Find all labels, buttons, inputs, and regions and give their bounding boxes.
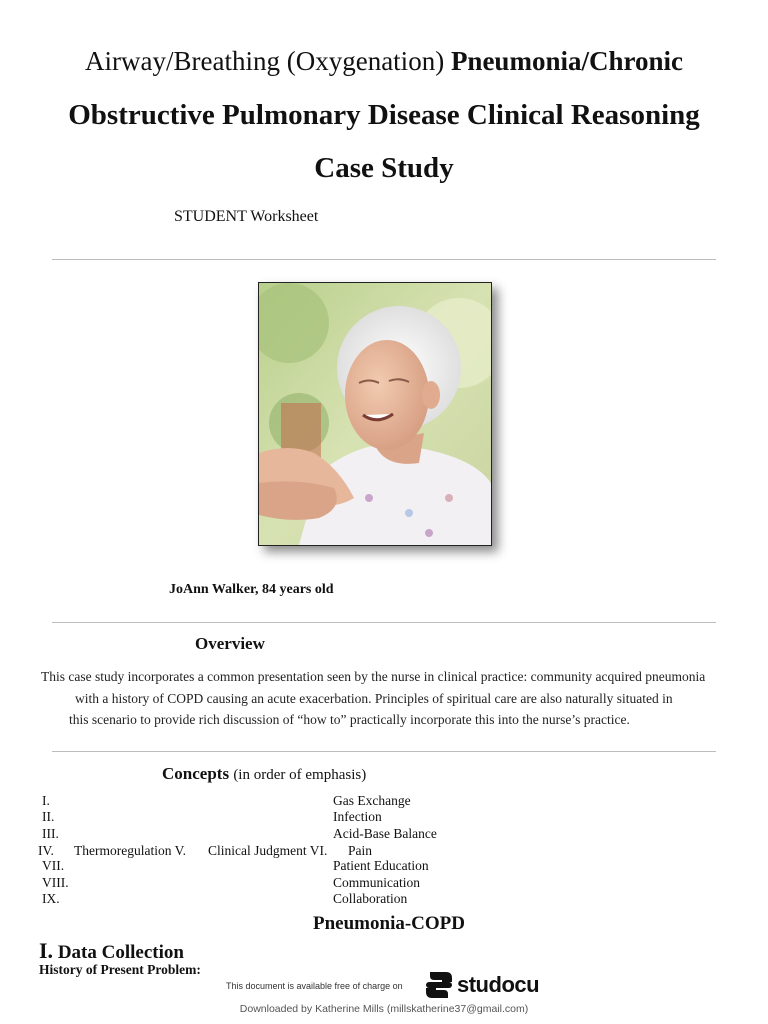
- section-title: Data Collection: [57, 942, 184, 963]
- concept-item: Communication: [333, 875, 420, 890]
- patient-photo-image: [259, 283, 491, 545]
- overview-paragraph-line: this scenario to provide rich discussion of “how to” practically incorporate this into the nurse’s practice.: [69, 712, 630, 727]
- title-main-part-2: Obstructive Pulmonary Disease Clinical Reasoning: [68, 99, 700, 131]
- download-notice: Downloaded by Katherine Mills (millskatherine37@gmail.com): [239, 1003, 529, 1015]
- concept-item-inline: Clinical Judgment VI.: [208, 843, 328, 858]
- document-title-line-1: [0, 46, 768, 77]
- title-main-part-3: Case Study: [314, 152, 454, 184]
- concept-item: Gas Exchange: [333, 793, 411, 808]
- patient-caption: JoAnn Walker, 84 years old: [169, 582, 334, 597]
- concepts-note: (in order of emphasis): [233, 767, 367, 783]
- concept-numeral: VIII.: [42, 875, 69, 890]
- worksheet-subtitle: STUDENT Worksheet: [174, 208, 319, 225]
- concept-numeral: IV.: [38, 843, 54, 858]
- concepts-title: Concepts: [162, 764, 230, 783]
- section-heading: [39, 938, 184, 964]
- title-category: Airway/Breathing (Oxygenation): [85, 46, 445, 76]
- title-main-part-1: Pneumonia/Chronic: [450, 46, 683, 76]
- concept-item: Acid-Base Balance: [333, 826, 437, 841]
- divider: [52, 751, 716, 752]
- concept-item: Patient Education: [333, 858, 429, 873]
- studocu-wordmark: studocu: [457, 972, 540, 997]
- concept-item: Collaboration: [333, 891, 408, 906]
- history-subheading: History of Present Problem:: [39, 962, 201, 977]
- concept-item-inline: Thermoregulation V.: [74, 843, 186, 858]
- concept-item: Infection: [333, 809, 382, 824]
- section-number: I.: [39, 938, 54, 963]
- patient-photo: [258, 282, 492, 546]
- overview-paragraph-line: with a history of COPD causing an acute exacerbation. Principles of spiritual care are also naturally situated in: [75, 691, 673, 706]
- studocu-logo[interactable]: [424, 968, 539, 1002]
- divider: [52, 622, 716, 623]
- concept-item: Pain: [348, 843, 373, 858]
- overview-heading: Overview: [195, 634, 265, 653]
- concept-numeral: VII.: [42, 858, 65, 873]
- concept-numeral: I.: [42, 793, 50, 808]
- overview-paragraph-line: This case study incorporates a common presentation seen by the nurse in clinical practice: community acquired pneumonia: [41, 669, 706, 684]
- concept-numeral: II.: [42, 809, 55, 824]
- concepts-heading: [162, 764, 366, 784]
- divider: [52, 259, 716, 260]
- concept-numeral: IX.: [42, 891, 60, 906]
- concept-numeral: III.: [42, 826, 59, 841]
- studocu-logo-icon: [424, 968, 454, 1002]
- availability-note: This document is available free of charge on: [226, 981, 403, 991]
- case-title: Pneumonia-COPD: [313, 913, 465, 934]
